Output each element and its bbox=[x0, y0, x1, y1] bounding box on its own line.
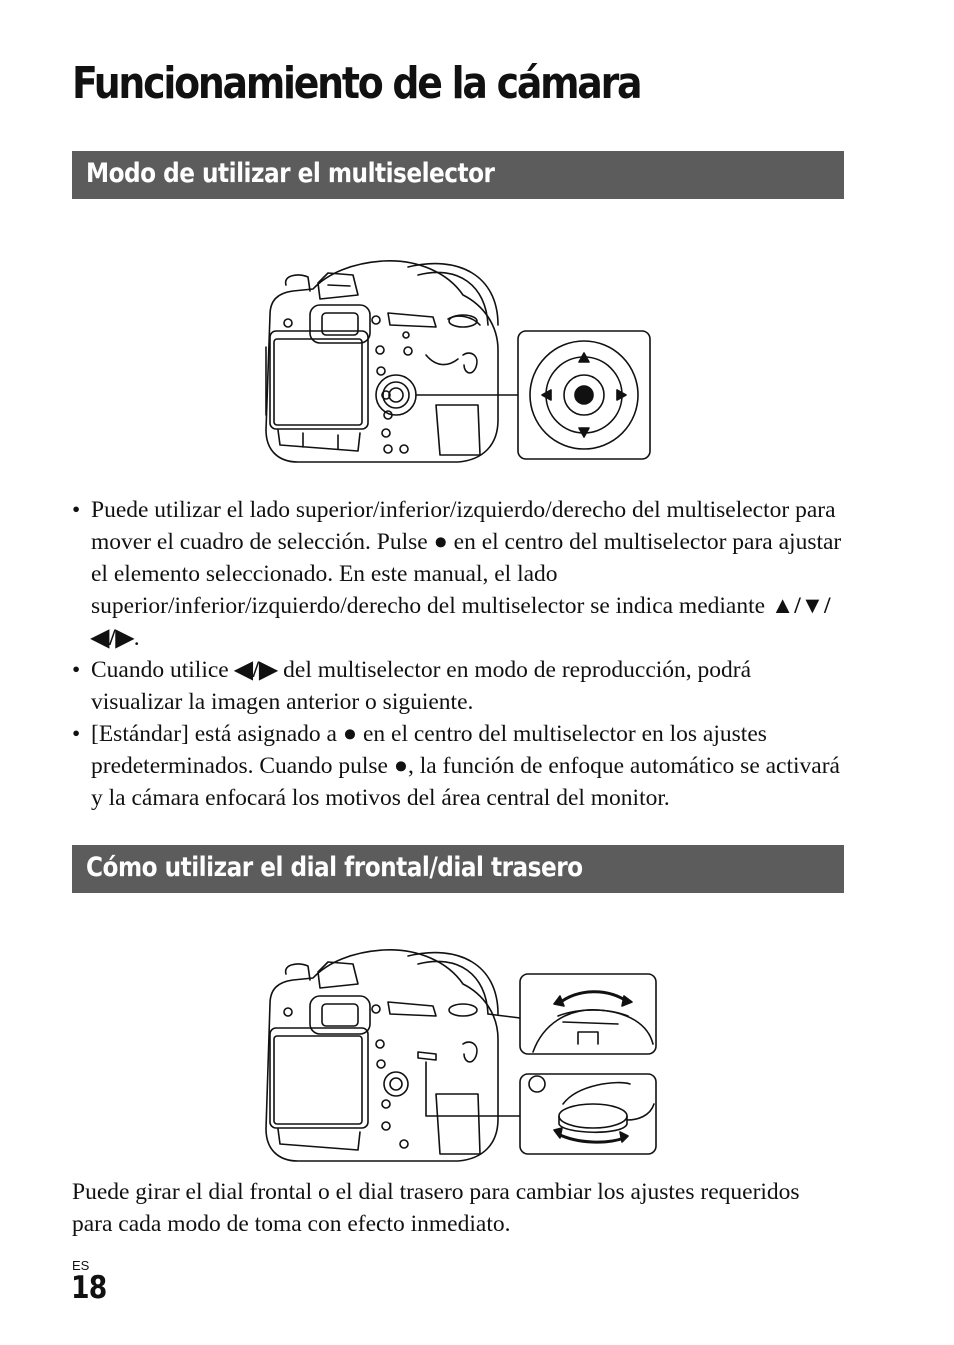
language-code: ES bbox=[72, 1258, 90, 1273]
camera-dials-illustration bbox=[258, 944, 662, 1166]
section-header-dials bbox=[72, 845, 844, 893]
camera-multiselector-illustration bbox=[258, 255, 658, 467]
list-item: • Puede utilizar el lado superior/inferior/izquierdo/derecho del multiselector para mover el cuadro de selección. Pulse ● en el centro del multiselector para ajustar el elemento seleccionado. En este manual, el lado superior/inferior/izquierdo/derecho del multiselector se indica mediante ▲/▼/◀/▶. bbox=[72, 494, 847, 654]
center-button-icon: ● bbox=[393, 753, 409, 779]
section-header-multiselector bbox=[72, 151, 844, 199]
center-button-icon: ● bbox=[342, 721, 358, 747]
section-heading: Cómo utilizar el dial frontal/dial trasero bbox=[86, 852, 583, 883]
list-item: • [Estándar] está asignado a ● en el centro del multiselector en los ajustes predeterminados. Cuando pulse ●, la función de enfoque automático se activará y la cámara enfocará los motivos del área central del monitor. bbox=[72, 718, 847, 814]
direction-arrows-icon: ▲/▼/◀/▶ bbox=[91, 593, 831, 651]
section-heading: Modo de utilizar el multiselector bbox=[86, 158, 495, 189]
multiselector-bullets bbox=[72, 494, 847, 814]
page-number: 18 bbox=[71, 1270, 107, 1306]
dials-paragraph: Puede girar el dial frontal o el dial trasero para cambiar los ajustes requeridos para cada modo de toma con efecto inmediato. bbox=[72, 1179, 800, 1237]
center-button-icon: ● bbox=[433, 529, 448, 555]
left-right-arrows-icon: ◀/▶ bbox=[234, 657, 278, 683]
list-item: • Cuando utilice ◀/▶ del multiselector en modo de reproducción, podrá visualizar la imagen anterior o siguiente. bbox=[72, 654, 847, 718]
page-title: Funcionamiento de la cámara bbox=[72, 58, 641, 109]
